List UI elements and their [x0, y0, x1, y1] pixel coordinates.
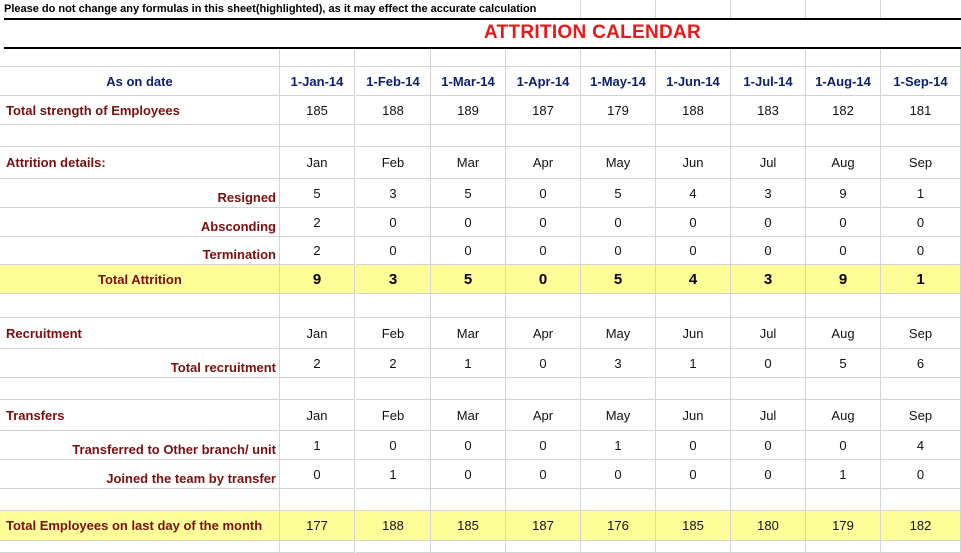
spacer-row-cell[interactable] — [431, 541, 506, 553]
termination-row-cell[interactable]: 0 — [431, 237, 506, 265]
recruitment-months-row-cell[interactable]: Mar — [431, 318, 506, 349]
sheet-title: ATTRITION CALENDAR — [483, 22, 702, 43]
total-recruitment-row-cell[interactable]: 3 — [581, 349, 656, 378]
joined-by-transfer-row-cell[interactable]: 0 — [731, 460, 806, 489]
joined-by-transfer-row-cell[interactable]: 0 — [581, 460, 656, 489]
termination-row-label[interactable]: Termination — [0, 237, 280, 265]
total-strength-row-cell[interactable]: 187 — [506, 96, 581, 125]
empty-cell[interactable] — [656, 49, 731, 67]
termination-row — [0, 237, 961, 265]
attrition-months-row-label[interactable]: Attrition details: — [0, 147, 280, 179]
absconding-row-cell[interactable]: 0 — [656, 208, 731, 237]
transfers-months-row-cell[interactable]: Aug — [806, 400, 881, 431]
empty-cell[interactable] — [506, 49, 581, 67]
as-on-date-row-cell[interactable]: 1-Apr-14 — [506, 67, 581, 96]
attrition-months-row-cell[interactable]: Mar — [431, 147, 506, 179]
attrition-months-row-cell[interactable]: Jan — [280, 147, 355, 179]
attrition-months-row-cell[interactable]: Jun — [656, 147, 731, 179]
transferred-out-row-cell[interactable]: 1 — [581, 431, 656, 460]
total-attrition-row — [0, 265, 961, 294]
spacer-row-cell[interactable] — [431, 489, 506, 511]
empty-cell[interactable] — [280, 49, 355, 67]
recruitment-months-row-cell[interactable]: Feb — [356, 318, 431, 349]
month-end-total-row-cell[interactable]: 187 — [506, 511, 581, 541]
total-strength-row-cell[interactable]: 189 — [431, 96, 506, 125]
empty-cell[interactable] — [431, 49, 506, 67]
spacer-row-cell[interactable] — [506, 125, 581, 147]
spacer-row-label[interactable] — [0, 125, 280, 147]
recruitment-months-row-label[interactable]: Recruitment — [0, 318, 280, 349]
recruitment-months-row — [0, 318, 961, 349]
total-recruitment-row-label[interactable]: Total recruitment — [0, 349, 280, 378]
resigned-row — [0, 179, 961, 208]
as-on-date-row-cell[interactable]: 1-Aug-14 — [806, 67, 881, 96]
joined-by-transfer-row-cell[interactable]: 1 — [356, 460, 431, 489]
spacer-row-cell[interactable] — [881, 541, 961, 553]
spacer-row-cell[interactable] — [731, 541, 806, 553]
recruitment-months-row-cell[interactable]: Sep — [881, 318, 961, 349]
formula-warning-notice: Please do not change any formulas in this sheet(highlighted), as it may effect the accurate calculation — [4, 3, 537, 15]
month-end-total-row-label[interactable]: Total Employees on last day of the month — [0, 511, 280, 541]
spacer-row-cell[interactable] — [881, 378, 961, 400]
spacer-row-cell[interactable] — [356, 378, 431, 400]
total-attrition-row-label[interactable]: Total Attrition — [0, 265, 280, 294]
spacer-row-cell[interactable] — [431, 125, 506, 147]
attrition-months-row-cell[interactable]: Feb — [356, 147, 431, 179]
transfers-months-row-cell[interactable]: Mar — [431, 400, 506, 431]
joined-by-transfer-row-cell[interactable]: 0 — [881, 460, 961, 489]
spacer-row-cell[interactable] — [431, 378, 506, 400]
spacer-row-cell[interactable] — [506, 541, 581, 553]
resigned-row-cell[interactable]: 4 — [656, 179, 731, 208]
as-on-date-row-cell[interactable]: 1-Jun-14 — [656, 67, 731, 96]
month-end-total-row — [0, 511, 961, 541]
recruitment-months-row-cell[interactable]: May — [581, 318, 656, 349]
spacer-row-label[interactable] — [0, 294, 280, 318]
termination-row-cell[interactable]: 0 — [506, 237, 581, 265]
month-end-total-row-cell[interactable]: 185 — [656, 511, 731, 541]
month-end-total-row-cell[interactable]: 180 — [731, 511, 806, 541]
spacer-row-cell[interactable] — [881, 489, 961, 511]
spacer-row-cell[interactable] — [280, 489, 355, 511]
resigned-row-cell[interactable]: 3 — [356, 179, 431, 208]
transferred-out-row-cell[interactable]: 0 — [506, 431, 581, 460]
spacer-row-cell[interactable] — [356, 294, 431, 318]
transferred-out-row-cell[interactable]: 0 — [731, 431, 806, 460]
transfers-months-row-cell[interactable]: Apr — [506, 400, 581, 431]
spacer-row-cell[interactable] — [881, 125, 961, 147]
spacer-row-cell[interactable] — [806, 125, 881, 147]
total-strength-row-label[interactable]: Total strength of Employees — [0, 96, 280, 125]
transfers-months-row — [0, 400, 961, 431]
joined-by-transfer-row-cell[interactable]: 0 — [431, 460, 506, 489]
absconding-row-cell[interactable]: 2 — [280, 208, 355, 237]
spacer-row-cell[interactable] — [431, 294, 506, 318]
spacer-row-cell[interactable] — [656, 125, 731, 147]
total-attrition-row-cell[interactable]: 9 — [280, 265, 355, 294]
spacer-row-cell[interactable] — [506, 378, 581, 400]
joined-by-transfer-row-cell[interactable]: 0 — [280, 460, 355, 489]
attrition-months-row-cell[interactable]: May — [581, 147, 656, 179]
total-attrition-row-cell[interactable]: 4 — [656, 265, 731, 294]
total-attrition-row-cell[interactable]: 5 — [431, 265, 506, 294]
transferred-out-row-cell[interactable]: 1 — [280, 431, 355, 460]
spacer-row-cell[interactable] — [356, 125, 431, 147]
as-on-date-row-cell[interactable]: 1-Jul-14 — [731, 67, 806, 96]
transfers-months-row-cell[interactable]: Sep — [881, 400, 961, 431]
absconding-row-cell[interactable]: 0 — [431, 208, 506, 237]
total-recruitment-row-cell[interactable]: 1 — [656, 349, 731, 378]
month-end-total-row-cell[interactable]: 179 — [806, 511, 881, 541]
absconding-row-cell[interactable]: 0 — [356, 208, 431, 237]
recruitment-months-row-cell[interactable]: Jun — [656, 318, 731, 349]
transferred-out-row-cell[interactable]: 0 — [656, 431, 731, 460]
termination-row-cell[interactable]: 0 — [656, 237, 731, 265]
month-end-total-row-cell[interactable]: 188 — [356, 511, 431, 541]
spacer-row — [0, 489, 961, 511]
spacer-row-cell[interactable] — [656, 541, 731, 553]
absconding-row-cell[interactable]: 0 — [881, 208, 961, 237]
spacer-row-cell[interactable] — [881, 294, 961, 318]
total-recruitment-row-cell[interactable]: 6 — [881, 349, 961, 378]
joined-by-transfer-row-cell[interactable]: 0 — [506, 460, 581, 489]
joined-by-transfer-row-cell[interactable]: 0 — [656, 460, 731, 489]
total-strength-row-cell[interactable]: 188 — [356, 96, 431, 125]
absconding-row-cell[interactable]: 0 — [581, 208, 656, 237]
total-recruitment-row-cell[interactable]: 1 — [431, 349, 506, 378]
total-strength-row-cell[interactable]: 185 — [280, 96, 355, 125]
attrition-months-row-cell[interactable]: Sep — [881, 147, 961, 179]
empty-cell[interactable] — [731, 49, 806, 67]
recruitment-months-row-cell[interactable]: Jul — [731, 318, 806, 349]
resigned-row-cell[interactable]: 0 — [506, 179, 581, 208]
absconding-row-cell[interactable]: 0 — [506, 208, 581, 237]
resigned-row-cell[interactable]: 5 — [431, 179, 506, 208]
total-strength-row-cell[interactable]: 181 — [881, 96, 961, 125]
empty-cell[interactable] — [806, 49, 881, 67]
spacer-row-cell[interactable] — [806, 489, 881, 511]
recruitment-months-row-cell[interactable]: Jan — [280, 318, 355, 349]
spacer-row-label[interactable] — [0, 541, 280, 553]
total-recruitment-row-cell[interactable]: 2 — [280, 349, 355, 378]
spacer-row-cell[interactable] — [280, 541, 355, 553]
total-recruitment-row-cell[interactable]: 0 — [731, 349, 806, 378]
spacer-row-label[interactable] — [0, 378, 280, 400]
total-strength-row-cell[interactable]: 182 — [806, 96, 881, 125]
recruitment-months-row-cell[interactable]: Apr — [506, 318, 581, 349]
resigned-row-cell[interactable]: 1 — [881, 179, 961, 208]
top-divider — [4, 18, 961, 20]
empty-cell[interactable] — [356, 49, 431, 67]
spacer-row-cell[interactable] — [506, 489, 581, 511]
spacer-row-cell[interactable] — [581, 378, 656, 400]
spacer-row — [0, 294, 961, 318]
empty-cell[interactable] — [881, 49, 961, 67]
total-strength-row-cell[interactable]: 179 — [581, 96, 656, 125]
transfers-months-row-cell[interactable]: Jun — [656, 400, 731, 431]
spacer-row-cell[interactable] — [356, 489, 431, 511]
absconding-row-label[interactable]: Absconding — [0, 208, 280, 237]
spacer-row-cell[interactable] — [731, 125, 806, 147]
total-strength-row-cell[interactable]: 188 — [656, 96, 731, 125]
spacer-row-cell[interactable] — [506, 294, 581, 318]
as-on-date-row-cell[interactable]: 1-May-14 — [581, 67, 656, 96]
joined-by-transfer-row-label[interactable]: Joined the team by transfer — [0, 460, 280, 489]
total-recruitment-row — [0, 349, 961, 378]
termination-row-cell[interactable]: 0 — [581, 237, 656, 265]
as-on-date-row-cell[interactable]: 1-Mar-14 — [431, 67, 506, 96]
total-recruitment-row-cell[interactable]: 5 — [806, 349, 881, 378]
gridline — [880, 0, 881, 18]
total-attrition-row-cell[interactable]: 9 — [806, 265, 881, 294]
gridline — [655, 0, 656, 18]
total-attrition-row-cell[interactable]: 5 — [581, 265, 656, 294]
total-strength-row — [0, 96, 961, 125]
month-end-total-row-cell[interactable]: 182 — [881, 511, 961, 541]
spacer-row — [0, 378, 961, 400]
total-attrition-row-cell[interactable]: 3 — [356, 265, 431, 294]
transfers-months-row-cell[interactable]: Feb — [356, 400, 431, 431]
gridline — [730, 0, 731, 18]
spacer-row-cell[interactable] — [280, 294, 355, 318]
spacer-row — [0, 125, 961, 147]
month-end-total-row-cell[interactable]: 185 — [431, 511, 506, 541]
spacer-row-cell[interactable] — [656, 294, 731, 318]
spacer-row — [0, 49, 961, 67]
resigned-row-cell[interactable]: 3 — [731, 179, 806, 208]
transferred-out-row — [0, 431, 961, 460]
termination-row-cell[interactable]: 0 — [731, 237, 806, 265]
as-on-date-row-cell[interactable]: 1-Feb-14 — [356, 67, 431, 96]
spacer-row-cell[interactable] — [581, 541, 656, 553]
spacer-row-cell[interactable] — [581, 294, 656, 318]
gridline — [805, 0, 806, 18]
attrition-months-row-cell[interactable]: Apr — [506, 147, 581, 179]
termination-row-cell[interactable]: 0 — [806, 237, 881, 265]
resigned-row-cell[interactable]: 5 — [581, 179, 656, 208]
month-end-total-row-cell[interactable]: 176 — [581, 511, 656, 541]
as-on-date-row — [0, 67, 961, 96]
spacer-row-label[interactable] — [0, 489, 280, 511]
recruitment-months-row-cell[interactable]: Aug — [806, 318, 881, 349]
spacer-row-cell[interactable] — [656, 378, 731, 400]
transfers-months-row-cell[interactable]: Jul — [731, 400, 806, 431]
month-end-total-row-cell[interactable]: 177 — [280, 511, 355, 541]
transferred-out-row-cell[interactable]: 0 — [356, 431, 431, 460]
transfers-months-row-label[interactable]: Transfers — [0, 400, 280, 431]
resigned-row-label[interactable]: Resigned — [0, 179, 280, 208]
spacer-row-cell[interactable] — [806, 294, 881, 318]
transfers-months-row-cell[interactable]: Jan — [280, 400, 355, 431]
spacer-row — [0, 541, 961, 553]
total-recruitment-row-cell[interactable]: 0 — [506, 349, 581, 378]
total-attrition-row-cell[interactable]: 1 — [881, 265, 961, 294]
resigned-row-cell[interactable]: 5 — [280, 179, 355, 208]
spacer-row-cell[interactable] — [731, 294, 806, 318]
as-on-date-row-cell[interactable]: 1-Sep-14 — [881, 67, 961, 96]
transferred-out-row-label[interactable]: Transferred to Other branch/ unit — [0, 431, 280, 460]
joined-by-transfer-row-cell[interactable]: 1 — [806, 460, 881, 489]
attrition-months-row-cell[interactable]: Aug — [806, 147, 881, 179]
joined-by-transfer-row — [0, 460, 961, 489]
termination-row-cell[interactable]: 2 — [280, 237, 355, 265]
transfers-months-row-cell[interactable]: May — [581, 400, 656, 431]
spacer-row-cell[interactable] — [581, 489, 656, 511]
spacer-row-cell[interactable] — [806, 378, 881, 400]
total-strength-row-cell[interactable]: 183 — [731, 96, 806, 125]
absconding-row-cell[interactable]: 0 — [806, 208, 881, 237]
termination-row-cell[interactable]: 0 — [356, 237, 431, 265]
gridline — [580, 0, 581, 18]
resigned-row-cell[interactable]: 9 — [806, 179, 881, 208]
spacer-row-cell[interactable] — [581, 125, 656, 147]
total-attrition-row-cell[interactable]: 3 — [731, 265, 806, 294]
as-on-date-row-label[interactable]: As on date — [0, 67, 280, 96]
total-recruitment-row-cell[interactable]: 2 — [356, 349, 431, 378]
absconding-row — [0, 208, 961, 237]
as-on-date-row-cell[interactable]: 1-Jan-14 — [280, 67, 355, 96]
spacer-row-cell[interactable] — [731, 378, 806, 400]
transferred-out-row-cell[interactable]: 0 — [431, 431, 506, 460]
transferred-out-row-cell[interactable]: 0 — [806, 431, 881, 460]
transferred-out-row-cell[interactable]: 4 — [881, 431, 961, 460]
spacer-row-cell[interactable] — [656, 489, 731, 511]
total-attrition-row-cell[interactable]: 0 — [506, 265, 581, 294]
termination-row-cell[interactable]: 0 — [881, 237, 961, 265]
empty-cell[interactable] — [581, 49, 656, 67]
spacer-row-cell[interactable] — [731, 489, 806, 511]
empty-cell[interactable] — [0, 49, 280, 67]
attrition-months-row — [0, 147, 961, 179]
spacer-row-cell[interactable] — [806, 541, 881, 553]
absconding-row-cell[interactable]: 0 — [731, 208, 806, 237]
spacer-row-cell[interactable] — [280, 378, 355, 400]
attrition-months-row-cell[interactable]: Jul — [731, 147, 806, 179]
spacer-row-cell[interactable] — [280, 125, 355, 147]
spacer-row-cell[interactable] — [356, 541, 431, 553]
